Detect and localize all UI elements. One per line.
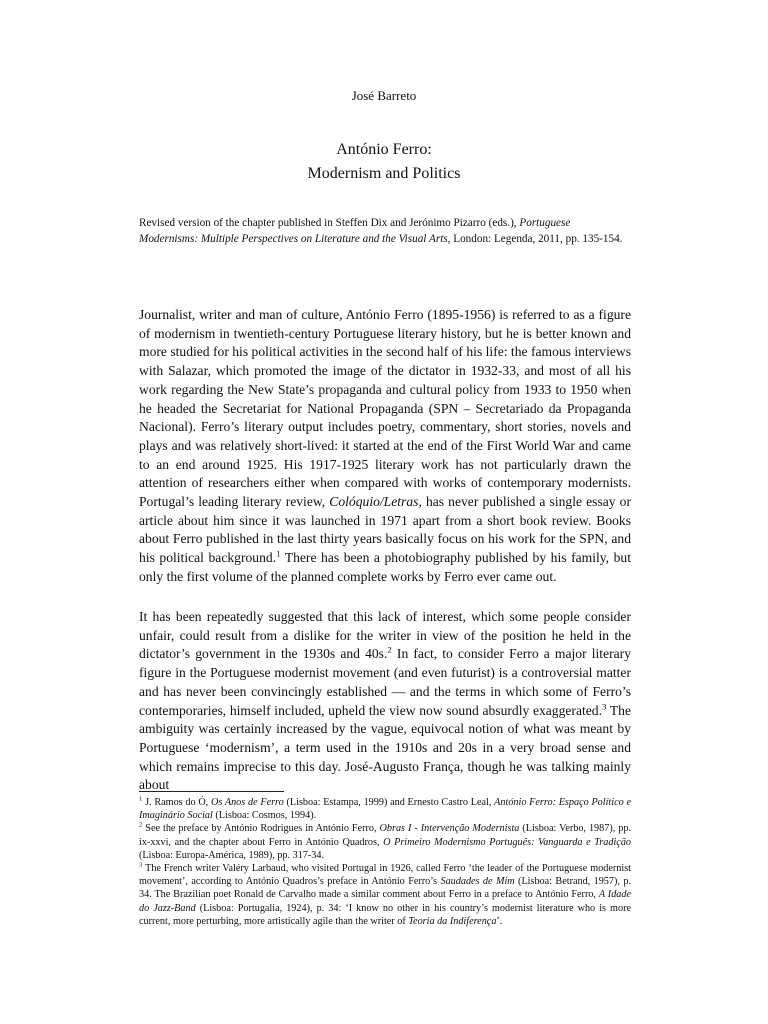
footnote-3-text-c: (Lisboa: Portugalia, 1924), p. 34: ‘I know no other in his country’s modernist literature who is more current, more perturbing, more artistically agile than the writer of bbox=[139, 902, 631, 927]
footnote-2-text-b: (Lisboa: Verbo, 1987), pp. ix-xxvi, and the chapter about Ferro in António Quadros, bbox=[139, 823, 631, 848]
p2-text-c: The ambiguity was certainly increased by the vague, equivocal notion of what was meant by Portuguese ‘modernism’, a term used in the 1910s and 20s in a very broad sense and which remains imprecise to this day. José-Augusto França, though he was talking mainly about bbox=[139, 702, 631, 793]
footnote-2-text-c: (Lisboa: Europa-América, 1989), pp. 317-34. bbox=[139, 849, 325, 861]
footnote-1-text-c: (Lisboa: Cosmos, 1994). bbox=[212, 810, 317, 822]
footnote-3-title-a: Saudades de Mim bbox=[440, 876, 515, 888]
footnote-ref-1[interactable]: 1 bbox=[276, 548, 281, 559]
footnote-2-title-b: O Primeiro Modernismo Português: Vanguarda e Tradição bbox=[383, 836, 632, 848]
document-title bbox=[0, 138, 768, 186]
revision-note bbox=[139, 216, 631, 247]
footnote-3-title-b: A Idade do Jazz-Band bbox=[139, 889, 632, 914]
footnote-1-title-b: António Ferro: Espaço Político e Imaginário Social bbox=[139, 797, 631, 822]
footnote-ref-2[interactable]: 2 bbox=[387, 644, 392, 655]
footnote-3-text-d: ’. bbox=[496, 915, 503, 927]
p2-text-b: In fact, to consider Ferro a major literary figure in the Portuguese modernist movement (and even futurist) is a controversial matter and has never been convincingly established — and the terms in which some of Ferro’s contemporaries, himself included, upheld the view now sound absurdly exaggerated. bbox=[139, 646, 631, 718]
footnote-3-text-a: The French writer Valéry Larbaud, who visited Portugal in 1926, called Ferro ‘the leader of the Portuguese modernist movement’, according to António Quadros’s preface in António Ferro’s bbox=[139, 863, 631, 888]
footnote-1-title-a: Os Anos de Ferro bbox=[210, 797, 284, 808]
footnote-3-text-b: (Lisboa: Betrand, 1957), p. 34. The Brazilian poet Ronald de Carvalho made a similar comment about Ferro in a preface to António Ferro, bbox=[139, 876, 631, 901]
title-line-2: Modernism and Politics bbox=[307, 165, 461, 182]
note-book-title: Portuguese Modernisms: Multiple Perspectives on Literature and the Visual Arts bbox=[139, 217, 571, 245]
footnote-divider bbox=[139, 791, 284, 792]
footnote-1-mark: 1 bbox=[139, 795, 143, 803]
footnote-1-text-a: J. Ramos do Ó, bbox=[142, 797, 211, 808]
p1-text-b: , has never published a single essay or article about him since it was launched in 1971 apart from a short book review. Books about Ferro published in the last thirty years basically focus on his work for the SPN, and his political background. bbox=[139, 494, 631, 566]
footnote-3 bbox=[139, 862, 631, 928]
footnote-2-mark: 2 bbox=[139, 822, 143, 830]
note-suffix: , London: Legenda, 2011, pp. 135-154. bbox=[447, 232, 623, 245]
p2-text-a: It has been repeatedly suggested that this lack of interest, which some people consider unfair, could result from a dislike for the writer in view of the position he held in the dictator’s government in the 1930s and 40s. bbox=[139, 609, 631, 662]
footnote-2-title-a: Obras I - Intervenção Modernista bbox=[379, 823, 520, 835]
footnotes bbox=[139, 796, 631, 928]
note-prefix: Revised version of the chapter published in Steffen Dix and Jerónimo Pizarro (eds.), bbox=[139, 217, 520, 229]
author-name: José Barreto bbox=[351, 88, 417, 103]
p1-text-a: Journalist, writer and man of culture, António Ferro (1895-1956) is referred to as a figure of modernism in twentieth-century Portuguese literary history, but he is better known and more studied for his political activities in the second half of his life: the famous interviews with Salazar, which promoted the image of the dictator in 1932-33, and most of all his work regarding the New State’s propaganda and cultural policy from 1933 to 1950 when he headed the Secretariat for National Propaganda (SPN – Secretariado da Propaganda Nacional). Ferro’s literary output includes poetry, commentary, short stories, novels and plays and was relatively short-lived: it started at the end of the First World War and came to an end around 1925. His 1917-1925 literary work has not particularly drawn the attention of researchers either when compared with works of contemporary modernists. Portugal’s leading literary review, bbox=[139, 307, 631, 510]
footnote-1-text-b: (Lisboa: Estampa, 1999) and Ernesto Castro Leal, bbox=[283, 797, 495, 808]
body-paragraph-1 bbox=[139, 306, 631, 587]
footnote-1 bbox=[139, 796, 631, 822]
footnote-3-title-c: Teoria da Indiferença bbox=[408, 915, 497, 927]
footnote-3-mark: 3 bbox=[139, 861, 143, 869]
footnote-ref-3[interactable]: 3 bbox=[602, 700, 607, 711]
body-paragraph-2 bbox=[139, 608, 631, 795]
p1-text-c: There has been a photobiography published by his family, but only the first volume of the planned complete works by Ferro ever came out. bbox=[139, 550, 631, 584]
footnote-2-text-a: See the preface by António Rodrigues in António Ferro, bbox=[142, 823, 380, 835]
p1-review-title: Colóquio/Letras bbox=[329, 494, 419, 510]
title-line-1: António Ferro: bbox=[336, 141, 432, 158]
footnote-2 bbox=[139, 822, 631, 862]
